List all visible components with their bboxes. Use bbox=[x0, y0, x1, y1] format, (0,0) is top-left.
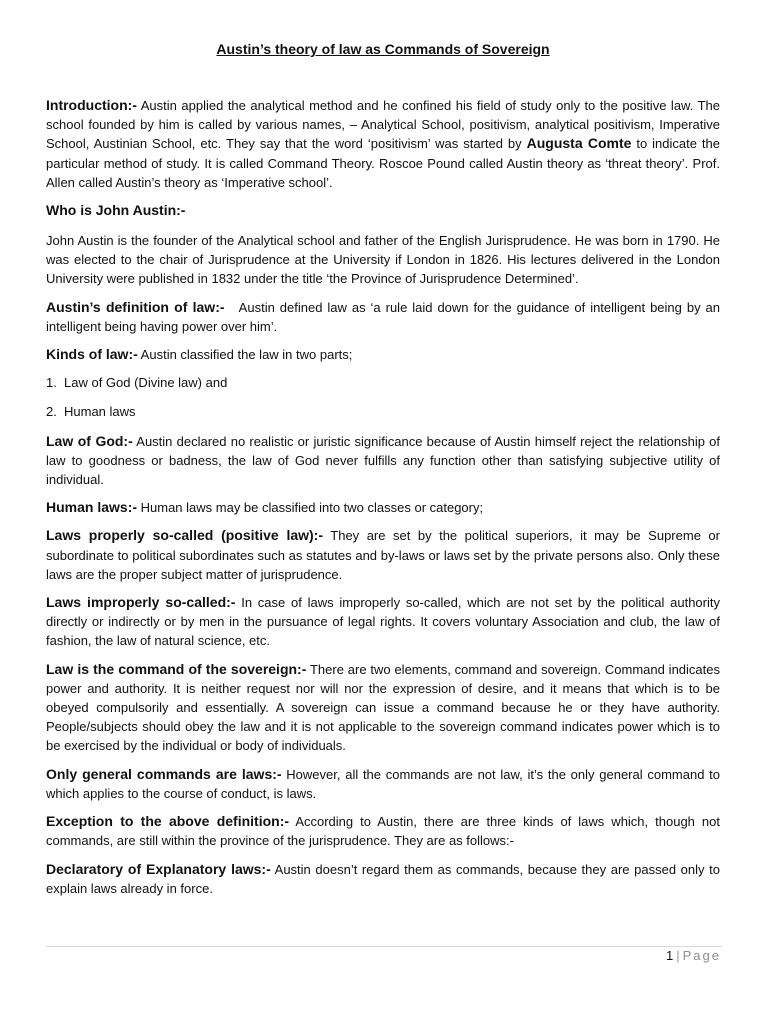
page-number: 1 bbox=[666, 948, 674, 963]
kinds-of-law-paragraph bbox=[46, 345, 720, 364]
laws-properly-so-called-label: Laws properly so-called (positive law):- bbox=[46, 527, 323, 544]
kinds-of-law-text: Austin classified the law in two parts; bbox=[137, 347, 353, 363]
law-of-god-paragraph bbox=[46, 432, 720, 490]
exception-label: Exception to the above definition:- bbox=[46, 813, 290, 830]
general-commands-text: However, all the commands are not law, it’s the only general command to which applies to the course of conduct, is laws. bbox=[46, 766, 721, 801]
document-page bbox=[46, 40, 724, 907]
page-footer bbox=[666, 948, 721, 964]
exception-text: According to Austin, there are three kinds of laws which, though not commands, are still within the province of the jurisprudence. They are as follows:- bbox=[46, 814, 720, 849]
command-of-sovereign-paragraph bbox=[46, 660, 720, 756]
introduction-label: Introduction:- bbox=[46, 97, 137, 113]
declaratory-laws-label: Declaratory of Explanatory laws:- bbox=[46, 860, 271, 877]
human-laws-text: Human laws may be classified into two classes or category; bbox=[137, 500, 484, 516]
human-laws-label: Human laws:- bbox=[46, 499, 138, 516]
list-item bbox=[46, 402, 720, 421]
declaratory-laws-paragraph bbox=[46, 860, 720, 898]
law-of-god-label: Law of God:- bbox=[46, 432, 133, 449]
command-of-sovereign-label: Law is the command of the sovereign:- bbox=[46, 660, 307, 677]
list-item bbox=[46, 373, 720, 392]
footer-separator: | bbox=[676, 948, 680, 963]
definition-paragraph bbox=[46, 298, 724, 336]
who-is-john-austin-paragraph: John Austin is the founder of the Analytical school and father of the English Jurisprudence. He was born in 1790. He was elected to the chair of Jurisprudence at the University if London in 1826. His lectures delivered in the London University were published in 1832 under the title ‘the Province of Jurisprudence Determined’. bbox=[46, 233, 720, 287]
command-of-sovereign-text: There are two elements, command and sovereign. Command indicates power and authority. It is neither request nor will nor the expression of desire, and it means that which is to be obeyed compulsorily and essentially. A sovereign can issue a command because he or they have authority. People/subjects should obey the law and it is not applicable to the sovereign command indicates power which is to be exercised by the individual or body of individuals. bbox=[46, 661, 720, 754]
laws-improperly-so-called-label: Laws improperly so-called:- bbox=[46, 594, 236, 611]
list-item-number: 1. bbox=[46, 375, 57, 391]
introduction-text-2: to indicate the particular method of study. It is called Command Theory. Roscoe Pound called Austin theory as ‘threat theory’. Prof. Allen called Austin’s theory as ‘Imperative school’. bbox=[46, 136, 721, 190]
general-commands-label: Only general commands are laws:- bbox=[46, 765, 282, 782]
list-item-text: Human laws bbox=[64, 404, 136, 420]
exception-paragraph bbox=[46, 812, 720, 850]
laws-properly-so-called-text: They are set by the political superiors, it may be Supreme or subordinate to political subordinates such as statutes and by-laws or laws set by the private persons also. Only these laws are the proper subject matter of jurisprudence. bbox=[46, 528, 720, 582]
page-label: Page bbox=[682, 948, 721, 963]
definition-text: Austin defined law as ‘a rule laid down for the guidance of intelligent being by an intelligent being having power over him’. bbox=[46, 299, 724, 334]
introduction-paragraph bbox=[46, 96, 720, 192]
definition-label: Austin’s definition of law:- bbox=[46, 298, 225, 315]
law-of-god-text: Austin declared no realistic or juristic significance because of Austin himself reject the relationship of law to goodness or badness, the law of God never fulfills any function other than satisfying subjective utility of individual. bbox=[46, 433, 720, 488]
footer-divider bbox=[46, 946, 722, 947]
declaratory-laws-text: Austin doesn’t regard them as commands, because they are passed only to explain laws already in force. bbox=[46, 861, 720, 896]
augusta-comte-name: Augusta Comte bbox=[526, 135, 632, 152]
list-item-number: 2. bbox=[46, 404, 57, 420]
human-laws-paragraph bbox=[46, 498, 720, 517]
list-item-text: Law of God (Divine law) and bbox=[64, 375, 228, 391]
introduction-text-1: Austin applied the analytical method and he confined his field of study only to the positive law. The school founded by him is called by various names, – Analytical School, positivism, analytical positivism, Imperative School, Austinian School, etc. They say that the word ‘positivism’ was started by bbox=[46, 98, 720, 152]
laws-improperly-so-called-paragraph bbox=[46, 593, 720, 651]
general-commands-paragraph bbox=[46, 765, 720, 803]
who-is-john-austin-heading: Who is John Austin:- bbox=[46, 202, 186, 219]
laws-improperly-so-called-text: In case of laws improperly so-called, which are not set by the political authority directly or indirectly or by men in the pursuance of legal rights. It covers voluntary Association and club, the law of fashion, the law of natural science, etc. bbox=[46, 595, 720, 649]
kinds-of-law-label: Kinds of law:- bbox=[46, 346, 138, 363]
laws-properly-so-called-paragraph bbox=[46, 526, 720, 584]
document-title: Austin’s theory of law as Commands of Sovereign bbox=[216, 41, 550, 57]
